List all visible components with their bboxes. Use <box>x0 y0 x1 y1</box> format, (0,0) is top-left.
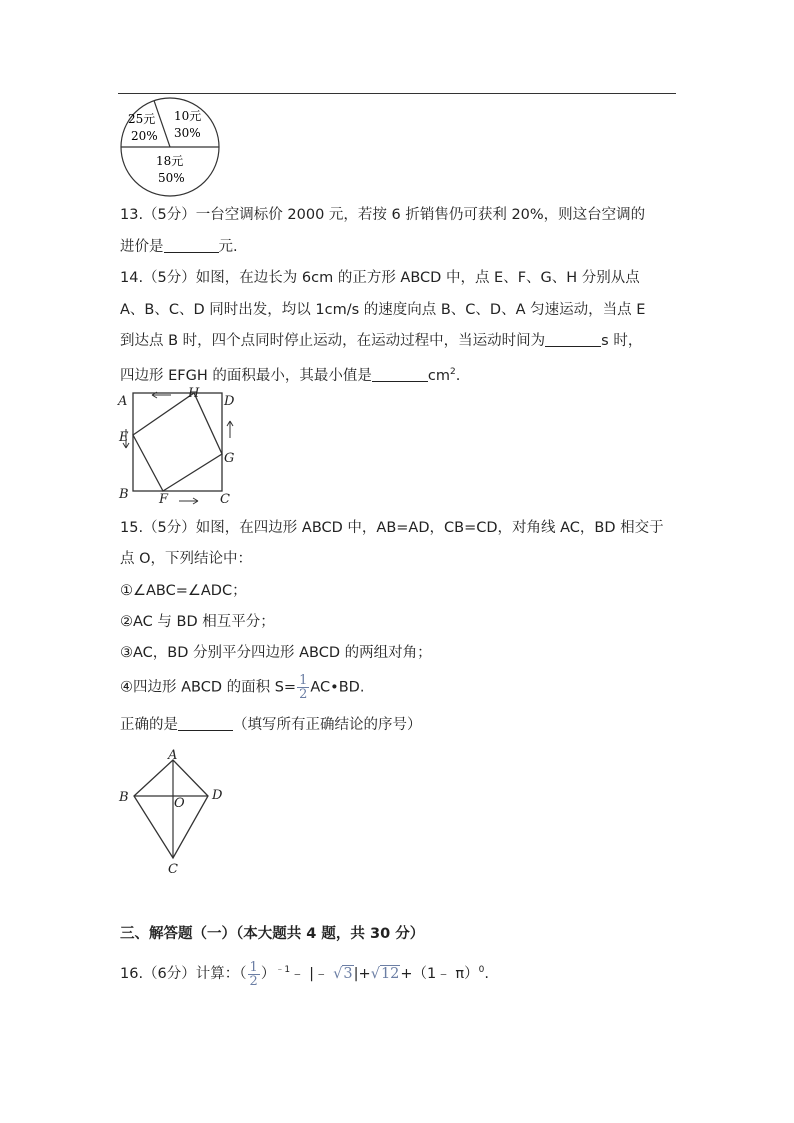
label-d: D <box>224 394 235 409</box>
q14-line4 <box>120 362 460 386</box>
q16-text: +（1﹣ π） <box>400 966 479 982</box>
q13-line2 <box>120 237 238 257</box>
q16-text: ） <box>260 966 276 982</box>
q14-line3 <box>120 331 642 351</box>
label-c: C <box>220 492 230 507</box>
q16-text: ﹣ |﹣ <box>290 966 334 982</box>
answer-blank <box>372 367 428 382</box>
pie-label-25: 25元 <box>128 112 156 126</box>
q15-option4 <box>120 674 364 701</box>
label-b: B <box>119 790 129 805</box>
q15-text: AC•BD. <box>310 679 365 696</box>
pie-pct-20: 20% <box>131 129 158 143</box>
sqrt-3: √3 <box>333 966 353 982</box>
label-f: F <box>159 492 169 507</box>
header-rule <box>118 93 676 94</box>
q15-option2: ②AC 与 BD 相互平分； <box>120 614 275 630</box>
label-h: H <box>188 386 200 401</box>
q14-line1: 14.（5分）如图，在边长为 6cm 的正方形 ABCD 中，点 E、F、G、H 分别从点 <box>120 270 640 286</box>
q16-exponent: ﹣1 <box>275 965 291 975</box>
q13-line1: 13.（5分）一台空调标价 2000 元，若按 6 折销售仍可获利 20%，则这台空调的 <box>120 207 646 223</box>
q15-answer-line <box>120 715 422 735</box>
q15-line2: 点 O，下列结论中： <box>120 551 253 567</box>
label-a: A <box>168 748 178 763</box>
quadrilateral-efgh <box>133 393 222 491</box>
answer-blank <box>545 332 601 347</box>
answer-blank <box>178 716 233 731</box>
q16-exponent: 0 <box>478 965 485 975</box>
fraction-half: $\frac{1}{2}$ <box>299 673 308 702</box>
q16-text: 16.（6分）计算：（ <box>120 966 247 982</box>
q14-text: s 时， <box>601 333 643 349</box>
label-o: O <box>174 796 185 811</box>
q14-superscript: 2 <box>449 367 456 377</box>
q16-text: |+ <box>353 966 371 982</box>
q14-text: 四边形 EFGH 的面积最小，其最小值是 <box>120 368 372 384</box>
label-b: B <box>119 487 129 502</box>
q16-line <box>120 956 489 988</box>
label-d: D <box>212 788 223 803</box>
q16-text: . <box>484 966 489 982</box>
pie-pct-30: 30% <box>174 126 201 140</box>
q14-text: . <box>455 368 461 384</box>
label-g: G <box>224 451 235 466</box>
arrow-up-icon <box>227 421 233 438</box>
q13-text: 进价是 <box>120 239 164 255</box>
q14-text: 到达点 B 时，四个点同时停止运动，在运动过程中，当运动时间为 <box>120 333 546 349</box>
pie-chart <box>118 96 222 198</box>
answer-blank <box>164 238 219 253</box>
q15-text: ④四边形 ABCD 的面积 S= <box>120 679 297 696</box>
pie-label-18: 18元 <box>156 154 184 168</box>
q14-text: cm <box>427 368 450 384</box>
arrow-right-icon <box>179 498 198 504</box>
q15-line1: 15.（5分）如图，在四边形 ABCD 中，AB=AD，CB=CD，对角线 AC，BD 相交于 <box>120 520 664 536</box>
q15-text: 正确的是 <box>120 717 178 733</box>
section-heading: 三、解答题（一）（本大题共 4 题，共 30 分） <box>120 926 425 942</box>
label-e: E <box>119 430 129 445</box>
q15-option3: ③AC，BD 分别平分四边形 ABCD 的两组对角； <box>120 645 432 661</box>
kite-abcd <box>134 760 208 858</box>
q15-option1: ①∠ABC=∠ADC； <box>120 583 247 599</box>
sqrt-12: √12 <box>370 966 400 982</box>
q14-line2: A、B、C、D 同时出发，均以 1cm/s 的速度向点 B、C、D、A 匀速运动，当点 E <box>120 302 646 318</box>
square-abcd <box>133 393 222 491</box>
q15-kite-figure <box>114 747 234 879</box>
pie-pct-50: 50% <box>158 171 185 185</box>
q14-square-figure <box>114 386 244 510</box>
label-a: A <box>118 394 128 409</box>
pie-label-10: 10元 <box>174 109 202 123</box>
q15-text: （填写所有正确结论的序号） <box>233 717 422 733</box>
label-c: C <box>168 862 178 877</box>
q13-text: 元. <box>218 239 238 255</box>
fraction-half: $\frac{1}{2}$ <box>249 959 258 989</box>
